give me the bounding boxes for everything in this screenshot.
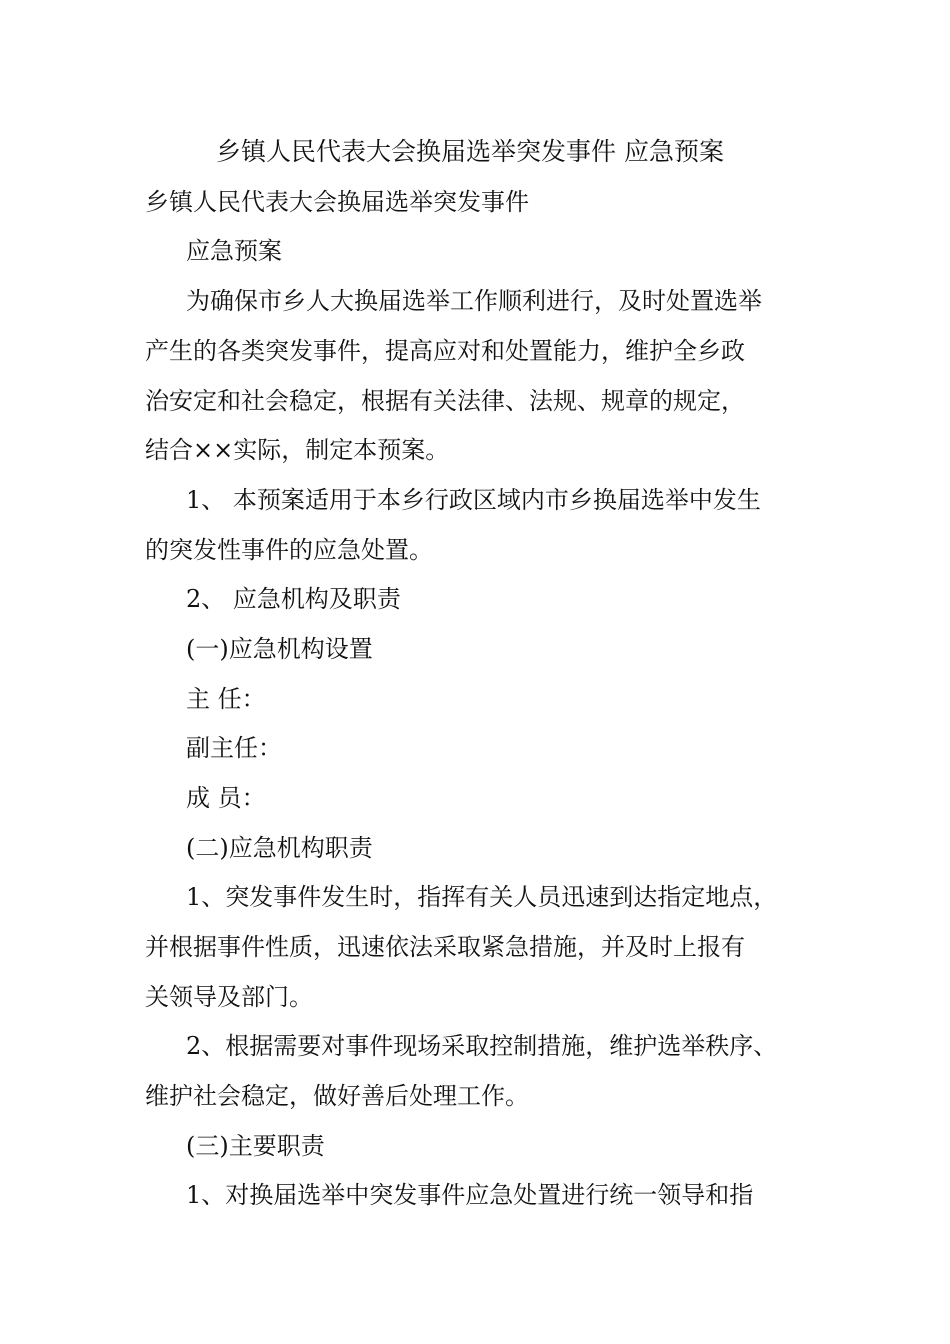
director-label: 主 任： xyxy=(186,685,266,713)
duty2-line-1: 2、根据需要对事件现场采取控制措施，维护选举秩序、 xyxy=(186,1032,778,1060)
subsection-1-heading: (一)应急机构设置 xyxy=(186,635,373,663)
duty2-line-2: 维护社会稳定，做好善后处理工作。 xyxy=(145,1082,529,1110)
section1-line-2: 的突发性事件的应急处置。 xyxy=(145,536,433,564)
section1-line-1: 1、 本预案适用于本乡行政区域内市乡换届选举中发生 xyxy=(186,486,761,514)
duty1-line-3: 关领导及部门。 xyxy=(145,983,313,1011)
duty1-line-1: 1、突发事件发生时，指挥有关人员迅速到达指定地点， xyxy=(186,883,778,911)
deputy-label: 副主任： xyxy=(186,734,282,762)
intro-line-4: 结合××实际，制定本预案。 xyxy=(145,436,450,464)
main-duty1-line-1: 1、对换届选举中突发事件应急处置进行统一领导和指 xyxy=(186,1181,754,1209)
members-label: 成 员： xyxy=(186,784,266,812)
duty1-line-2: 并根据事件性质，迅速依法采取紧急措施，并及时上报有 xyxy=(145,933,745,961)
section2-heading: 2、 应急机构及职责 xyxy=(186,585,401,613)
heading-line-1: 乡镇人民代表大会换届选举突发事件 xyxy=(145,188,529,216)
document-title: 乡镇人民代表大会换届选举突发事件 应急预案 xyxy=(216,137,724,166)
intro-line-1: 为确保市乡人大换届选举工作顺利进行，及时处置选举 xyxy=(186,287,762,315)
intro-line-2: 产生的各类突发事件，提高应对和处置能力，维护全乡政 xyxy=(145,337,745,365)
subsection-3-heading: (三)主要职责 xyxy=(186,1132,325,1160)
heading-line-2: 应急预案 xyxy=(186,237,282,265)
subsection-2-heading: (二)应急机构职责 xyxy=(186,834,373,862)
intro-line-3: 治安定和社会稳定，根据有关法律、法规、规章的规定， xyxy=(145,387,745,415)
